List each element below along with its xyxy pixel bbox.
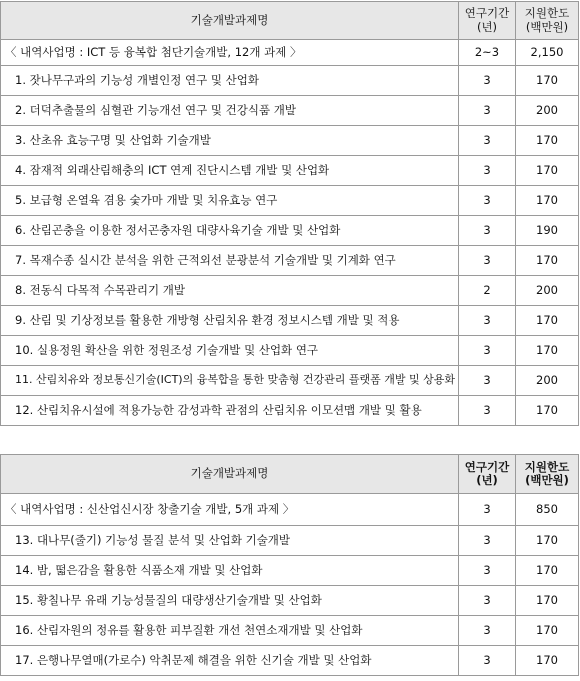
project-name: 1. 잣나무구과의 기능성 개별인정 연구 및 산업화 xyxy=(1,66,459,96)
header-row xyxy=(1,2,579,40)
project-name: 7. 목재수종 실시간 분석을 위한 근적외선 분광분석 기술개발 및 기계화 연구 xyxy=(1,246,459,276)
project-period: 3 xyxy=(459,216,516,246)
project-limit: 170 xyxy=(516,66,579,96)
table-row xyxy=(1,646,579,676)
table-row xyxy=(1,186,579,216)
table-row xyxy=(1,216,579,246)
project-table-new-industry xyxy=(0,454,579,676)
table-row xyxy=(1,126,579,156)
category-limit: 850 xyxy=(516,494,579,526)
project-limit: 200 xyxy=(516,366,579,396)
project-period: 3 xyxy=(459,586,516,616)
project-limit: 200 xyxy=(516,276,579,306)
project-limit: 170 xyxy=(516,186,579,216)
project-period: 3 xyxy=(459,156,516,186)
project-limit: 200 xyxy=(516,96,579,126)
table-row xyxy=(1,306,579,336)
table-row xyxy=(1,366,579,396)
category-row xyxy=(1,494,579,526)
project-name: 2. 더덕추출물의 심혈관 기능개선 연구 및 건강식품 개발 xyxy=(1,96,459,126)
project-name: 5. 보급형 온열육 겸용 숯가마 개발 및 치유효능 연구 xyxy=(1,186,459,216)
project-limit: 170 xyxy=(516,306,579,336)
project-name: 11. 산림치유와 정보통신기술(ICT)의 융복합을 통한 맞춤형 건강관리 플랫폼 개발 및 상용화 xyxy=(1,366,459,396)
table-row xyxy=(1,96,579,126)
table-row xyxy=(1,66,579,96)
project-limit: 170 xyxy=(516,526,579,556)
table-row xyxy=(1,526,579,556)
table-row xyxy=(1,336,579,366)
project-name: 13. 대나무(줄기) 기능성 물질 분석 및 산업화 기술개발 xyxy=(1,526,459,556)
project-period: 3 xyxy=(459,526,516,556)
project-name: 8. 전동식 다목적 수목관리기 개발 xyxy=(1,276,459,306)
header-project-name: 기술개발과제명 xyxy=(1,455,459,494)
header-period: 연구기간 (년) xyxy=(459,2,516,40)
project-name: 16. 산림자원의 정유를 활용한 피부질환 개선 천연소재개발 및 산업화 xyxy=(1,616,459,646)
project-period: 3 xyxy=(459,246,516,276)
project-limit: 170 xyxy=(516,586,579,616)
project-period: 3 xyxy=(459,366,516,396)
project-period: 3 xyxy=(459,306,516,336)
project-name: 3. 산초유 효능구명 및 산업화 기술개발 xyxy=(1,126,459,156)
project-limit: 170 xyxy=(516,336,579,366)
table-row xyxy=(1,616,579,646)
project-name: 17. 은행나무열매(가로수) 악취문제 해결을 위한 신기술 개발 및 산업화 xyxy=(1,646,459,676)
category-period: 3 xyxy=(459,494,516,526)
table-row xyxy=(1,246,579,276)
project-name: 10. 실용정원 확산을 위한 정원조성 기술개발 및 산업화 연구 xyxy=(1,336,459,366)
project-name: 15. 황칠나무 유래 기능성물질의 대량생산기술개발 및 산업화 xyxy=(1,586,459,616)
project-period: 3 xyxy=(459,556,516,586)
table-row xyxy=(1,556,579,586)
header-limit: 지원한도 (백만원) xyxy=(516,2,579,40)
project-name: 4. 잠재적 외래산림해충의 ICT 연계 진단시스템 개발 및 산업화 xyxy=(1,156,459,186)
project-period: 3 xyxy=(459,646,516,676)
project-period: 3 xyxy=(459,126,516,156)
category-row xyxy=(1,40,579,66)
header-row xyxy=(1,455,579,494)
category-limit: 2,150 xyxy=(516,40,579,66)
table-row xyxy=(1,396,579,426)
header-period: 연구기간 (년) xyxy=(459,455,516,494)
project-period: 3 xyxy=(459,616,516,646)
project-period: 3 xyxy=(459,336,516,366)
project-name: 12. 산림치유시설에 적용가능한 감성과학 관점의 산림치유 이모션맵 개발 및 활용 xyxy=(1,396,459,426)
header-project-name: 기술개발과제명 xyxy=(1,2,459,40)
project-name: 9. 산림 및 기상정보를 활용한 개방형 산림치유 환경 정보시스템 개발 및 적용 xyxy=(1,306,459,336)
table-row xyxy=(1,156,579,186)
project-period: 2 xyxy=(459,276,516,306)
project-period: 3 xyxy=(459,396,516,426)
project-period: 3 xyxy=(459,66,516,96)
project-period: 3 xyxy=(459,186,516,216)
project-limit: 190 xyxy=(516,216,579,246)
project-name: 14. 밤, 떫은감을 활용한 식품소재 개발 및 산업화 xyxy=(1,556,459,586)
project-limit: 170 xyxy=(516,616,579,646)
project-limit: 170 xyxy=(516,396,579,426)
table-row xyxy=(1,276,579,306)
project-limit: 170 xyxy=(516,246,579,276)
project-limit: 170 xyxy=(516,646,579,676)
category-label: 〈 내역사업명 : ICT 등 융복합 첨단기술개발, 12개 과제 〉 xyxy=(1,40,459,66)
project-table-ict xyxy=(0,1,579,426)
category-label: 〈 내역사업명 : 신산업신시장 창출기술 개발, 5개 과제 〉 xyxy=(1,494,459,526)
project-limit: 170 xyxy=(516,156,579,186)
project-limit: 170 xyxy=(516,126,579,156)
project-name: 6. 산림곤충을 이용한 정서곤충자원 대량사육기술 개발 및 산업화 xyxy=(1,216,459,246)
project-limit: 170 xyxy=(516,556,579,586)
project-period: 3 xyxy=(459,96,516,126)
category-period: 2~3 xyxy=(459,40,516,66)
table-row xyxy=(1,586,579,616)
header-limit: 지원한도 (백만원) xyxy=(516,455,579,494)
